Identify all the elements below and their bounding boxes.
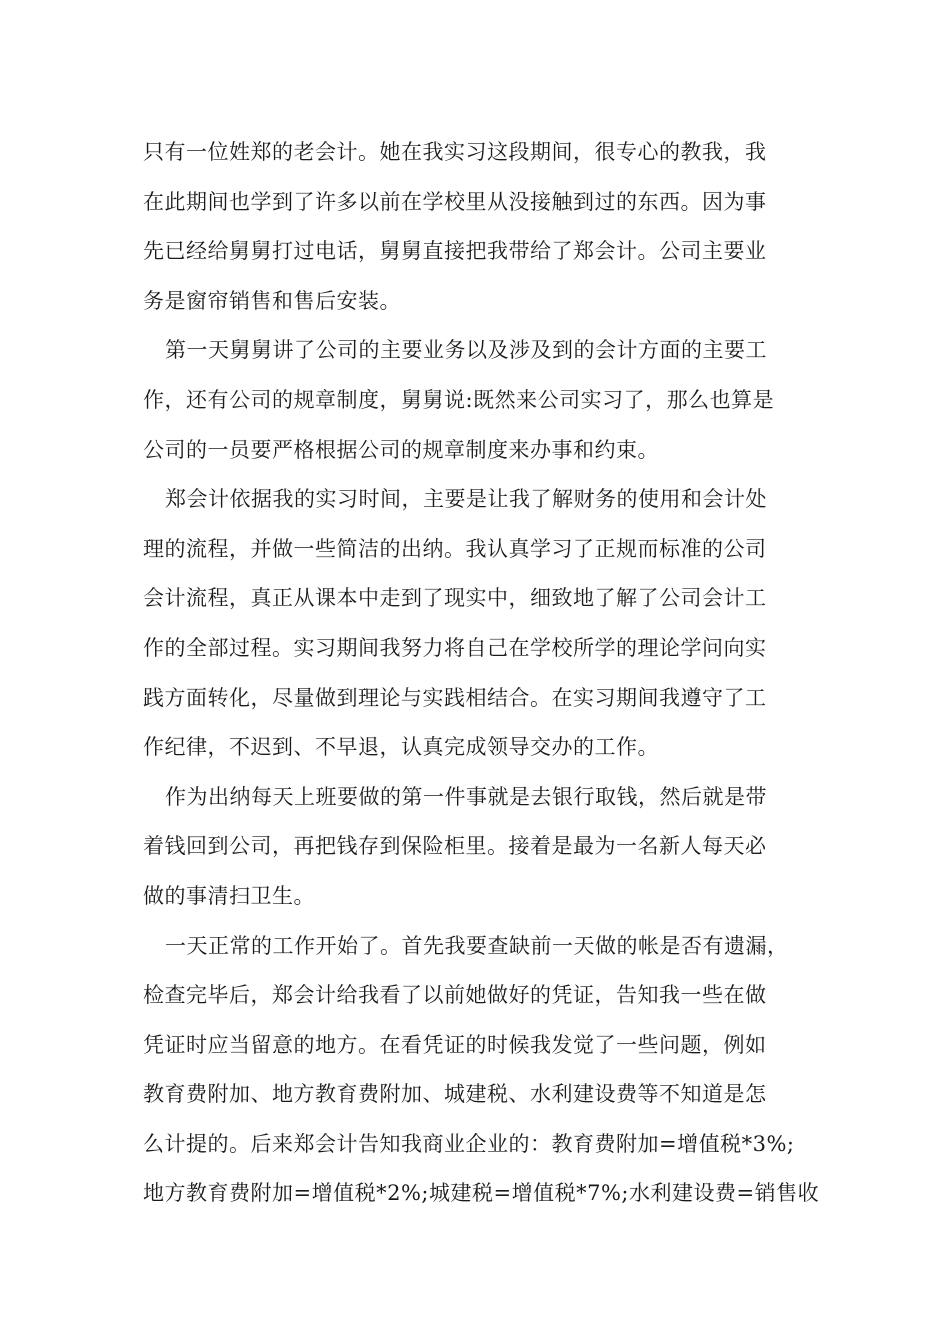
text-line: 践方面转化，尽量做到理论与实践相结合。在实习期间我遵守了工 — [143, 685, 767, 710]
text-line: 作，还有公司的规章制度，舅舅说:既然来公司实习了，那么也算是 — [143, 387, 775, 412]
text-line: 着钱回到公司，再把钱存到保险柜里。接着是最为一名新人每天必 — [143, 834, 767, 859]
text-line: 教育费附加、地方教育费附加、城建税、水利建设费等不知道是怎 — [143, 1082, 767, 1107]
text-line: 么计提的。后来郑会计告知我商业企业的：教育费附加=增值税*3%; — [143, 1131, 795, 1156]
body-text — [143, 128, 843, 1219]
text-line: 地方教育费附加=增值税*2%;城建税=增值税*7%;水利建设费=销售收 — [143, 1181, 820, 1206]
text-line: 凭证时应当留意的地方。在看凭证的时候我发觉了一些问题，例如 — [143, 1032, 767, 1057]
paragraph-start-line: 郑会计依据我的实习时间，主要是让我了解财务的使用和会计处 — [165, 487, 767, 512]
text-line: 只有一位姓郑的老会计。她在我实习这段期间，很专心的教我，我 — [143, 140, 767, 164]
text-line: 作纪律，不迟到、不早退，认真完成领导交办的工作。 — [143, 735, 659, 760]
text-line: 作的全部过程。实习期间我努力将自己在学校所学的理论学问向实 — [143, 635, 767, 660]
paragraph-start-line: 一天正常的工作开始了。首先我要查缺前一天做的帐是否有遗漏， — [165, 933, 789, 958]
text-line: 务是窗帘销售和售后安装。 — [143, 288, 401, 313]
text-line: 先已经给舅舅打过电话，舅舅直接把我带给了郑会计。公司主要业 — [143, 239, 767, 264]
paragraph-start-line: 作为出纳每天上班要做的第一件事就是去银行取钱，然后就是带 — [165, 784, 767, 809]
text-line: 检查完毕后，郑会计给我看了以前她做好的凭证，告知我一些在做 — [143, 983, 767, 1008]
text-line: 在此期间也学到了许多以前在学校里从没接触到过的东西。因为事 — [143, 189, 767, 214]
text-line: 理的流程，并做一些简洁的出纳。我认真学习了正规而标准的公司 — [143, 536, 767, 561]
text-line: 公司的一员要严格根据公司的规章制度来办事和约束。 — [143, 437, 659, 462]
text-line: 做的事清扫卫生。 — [143, 883, 315, 908]
paragraph-start-line: 第一天舅舅讲了公司的主要业务以及涉及到的会计方面的主要工 — [165, 338, 767, 363]
text-line: 会计流程，真正从课本中走到了现实中，细致地了解了公司会计工 — [143, 586, 767, 611]
